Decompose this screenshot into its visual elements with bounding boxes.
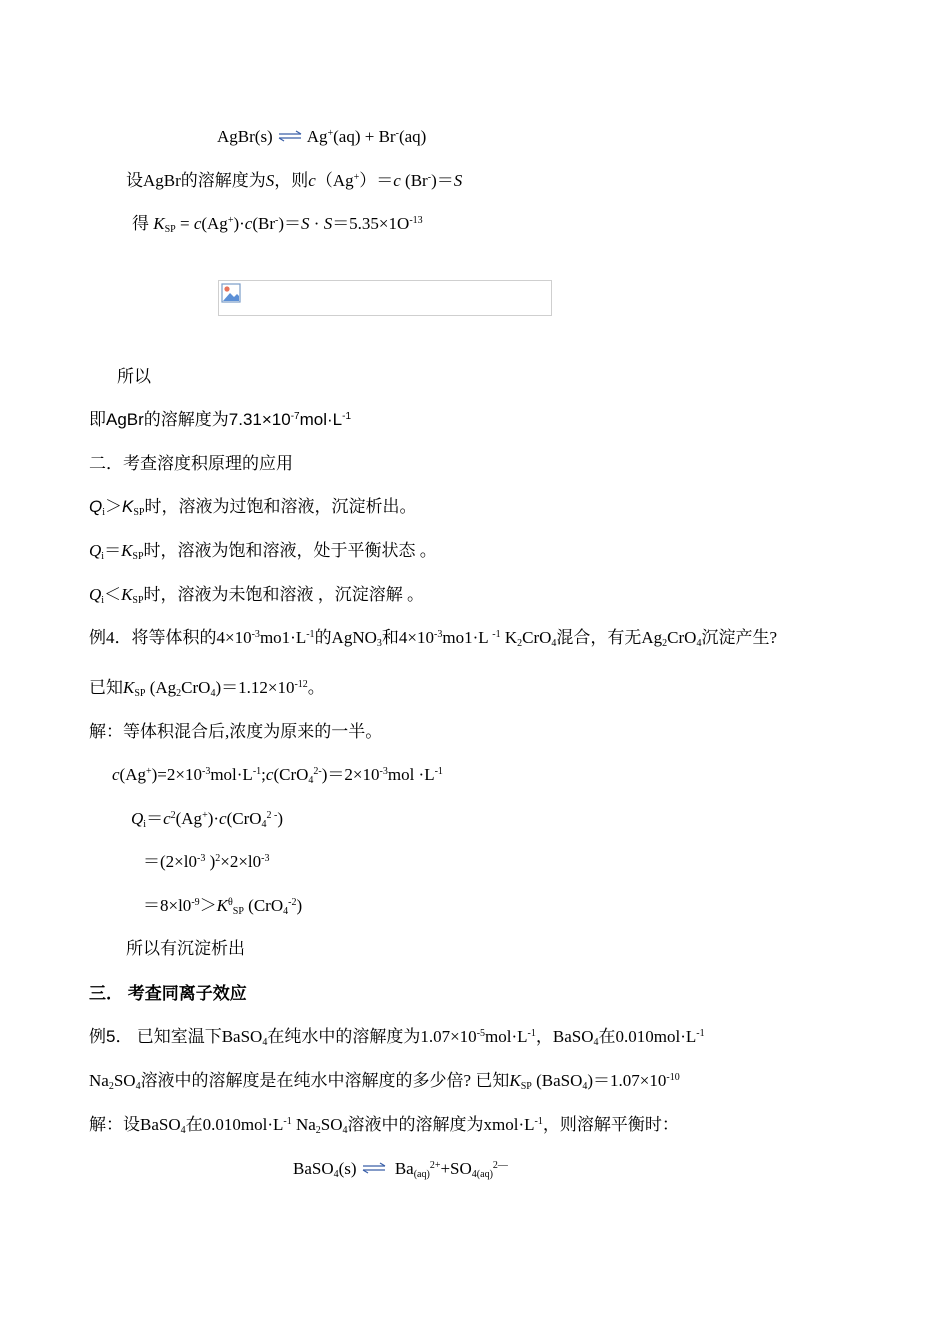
example-5-solution-intro: 解：设BaSO$_4$在$0.010mol\cdot L^{-1}$ $Na_2SO_4$溶液中的溶解度为$xmol\cdot L^{-1}$，则溶解平衡时：	[89, 1115, 679, 1136]
equilibrium-arrows-icon	[277, 130, 303, 142]
qi-expression: $Q_i=c^2(Ag^+)\cdot c(CrO_4^{2 -})$	[131, 809, 284, 830]
example-4-given: 已知$K_{SP}$ $(Ag_2CrO_4)=1.12\times 10^{-12}$。	[89, 678, 325, 699]
equation-agbr-dissolution: AgBr(s) Ag+(aq) + Br-(aq)	[217, 127, 427, 146]
rule-supersaturated: $Q_i>K_{SP}$时，溶液为过饱和溶液，沉淀析出。	[89, 497, 417, 518]
equilibrium-arrows-icon	[361, 1162, 387, 1174]
therefore-label: 所以	[117, 367, 151, 386]
qi-result: $=8\times l0^{-9}>K^\theta_{SP}$ (CrO$_4^{-2}$)	[143, 896, 303, 917]
qi-substitution: $=(2\times l0^{-3}$ )$^2\times 2\times l0^{-3}$	[143, 852, 270, 871]
ksp-expression: 得 $K_{SP} = c(Ag^+)\cdot c(Br^-)=S \cdot S=5.35\times 1O^{-13}$	[132, 214, 423, 235]
solubility-assumption: 设AgBr的溶解度为S，则c（Ag+）＝c (Br-)＝S	[126, 171, 463, 190]
solubility-result: 即AgBr的溶解度为$7.31\times 10^{-7}mol\cdot L^{-1}$	[89, 410, 352, 429]
equation-baso4-dissolution: BaSO$_4$(s) $Ba_{(aq)}^{2+}+SO_{4(aq)}^{2—}$	[293, 1159, 508, 1180]
rule-unsaturated: $Q_i<K_{SP}$时，溶液为未饱和溶液 ，沉淀溶解 。	[89, 585, 425, 606]
example-4-conclusion: 所以有沉淀析出	[126, 939, 245, 958]
broken-image-icon	[221, 283, 241, 303]
example-5-question-line2: $Na_2SO_4$溶液中的溶解度是在纯水中溶解度的多少倍? 已知$K_{SP}$ $(BaSO_4)=1.07\times 10^{-10}$	[89, 1071, 680, 1092]
concentrations: $c(Ag^+)=2\times 10^{-3}mol\cdot L^{-1};c(CrO_4^{2-})=2\times 10^{-3}mol \cdot L^{-1}$	[112, 765, 443, 786]
rule-saturated: $Q_i=K_{SP}$时，溶液为饱和溶液，处于平衡状态 。	[89, 541, 437, 562]
formula-image-placeholder	[218, 280, 552, 316]
example-4-solution-intro: 解：等体积混合后,浓度为原来的一半。	[89, 722, 383, 741]
section-heading-3: 三． 考查同离子效应	[89, 984, 247, 1003]
section-heading-2: 二．考查溶度积原理的应用	[89, 454, 293, 473]
example-5-question-line1: 例5． 已知室温下BaSO$_4$在纯水中的溶解度为$1.07\times 10^{-5}mol\cdot L^{-1}$，BaSO$_4$在$0.010mol\cdot L^{-1}$	[89, 1027, 705, 1048]
example-4-question: 例4．将等体积的$4\times 10^{-3}mo1\cdot L^{-1}$的AgNO$_3$和$4\times 10^{-3}mo1\cdot L$ $^{-1}$ $K_2CrO_4$混合，有无$Ag_2CrO_4$沉淀产生?	[89, 628, 777, 649]
